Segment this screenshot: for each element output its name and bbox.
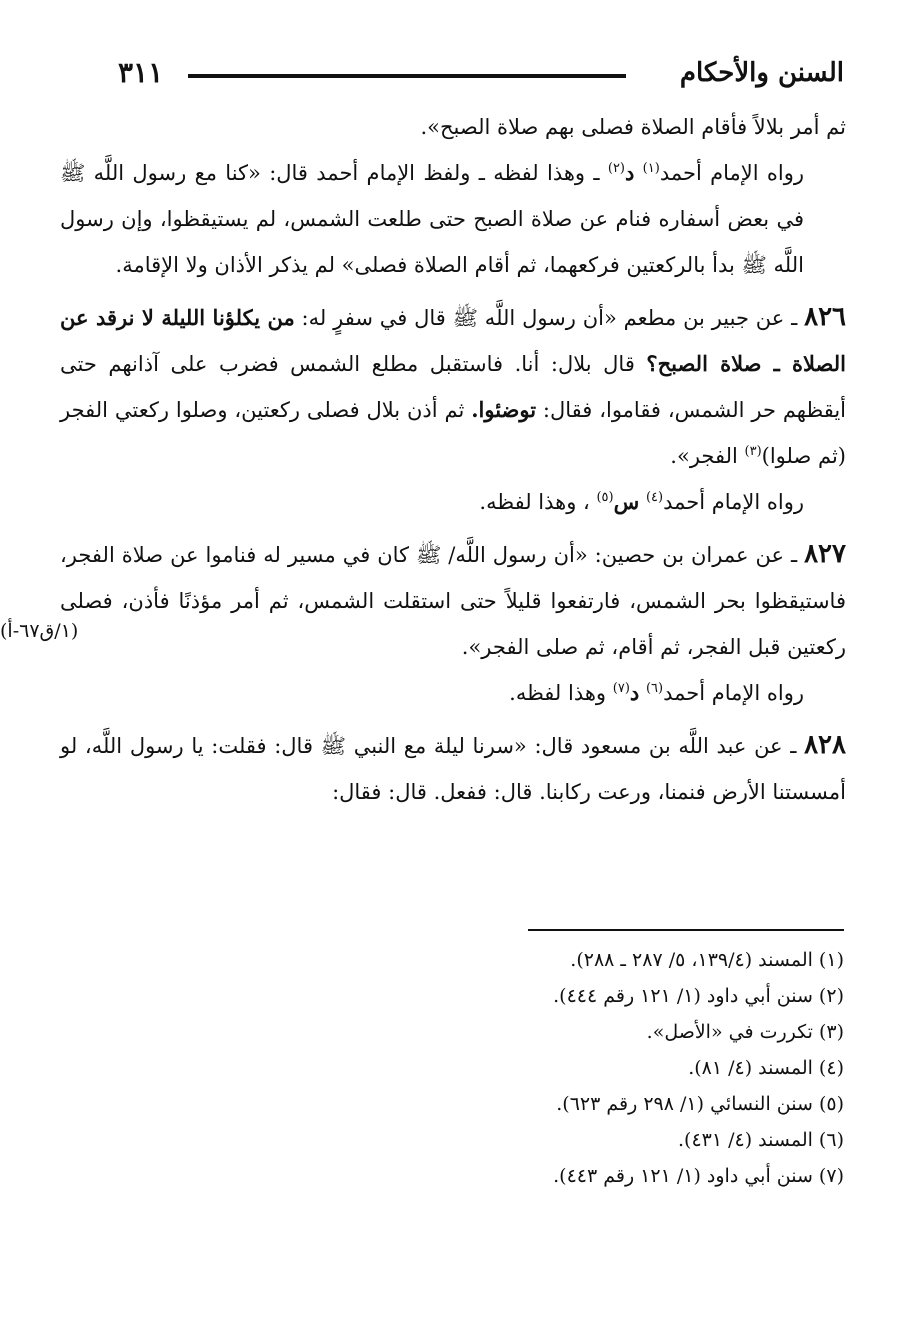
narration-text: رواه الإمام أحمد bbox=[659, 161, 804, 185]
footnote: (٧) سنن أبي داود (١/ ١٢١ رقم ٤٤٣). bbox=[553, 1165, 844, 1187]
footnote-marker: (١) bbox=[642, 161, 660, 176]
hadith-text: ثم أذن بلال فصلى ركعتين، وصلوا ركعتي الفجر (ثم صلوا) bbox=[60, 398, 846, 468]
header-rule bbox=[188, 74, 626, 78]
hadith-bold-text: من يكلؤنا الليلة لا نرقد عن الصلاة ـ صلاة الصبح؟ bbox=[60, 305, 846, 376]
hadith-text: ـ عن عمران بن حصين: «أن رسول اللَّه/ ﷺ كان في مسير له فناموا عن صلاة الفجر، فاستيقظوا بحر الشمس، فارتفعوا قليلاً حتى استقلت الشمس، ثم أمر مؤذنًا فأذن، فصلى ركعتين قبل الفجر، ثم أقام، ثم صلى الفجر». bbox=[60, 543, 846, 659]
hadith-827 bbox=[60, 531, 846, 670]
footnote: (٥) سنن النسائي (١/ ٢٩٨ رقم ٦٢٣). bbox=[556, 1093, 844, 1115]
main-text bbox=[60, 104, 846, 815]
footnote: (٤) المسند (٤/ ٨١). bbox=[688, 1057, 844, 1079]
hadith-826 bbox=[60, 294, 846, 479]
source-code: د bbox=[629, 680, 640, 705]
narration-text: ـ وهذا لفظه ـ ولفظ الإمام أحمد قال: «كنا مع رسول اللَّه ﷺ في بعض أسفاره فنام عن صلاة الصبح حتى طلعت الشمس، لم يستيقظوا، وإن رسول اللَّه ﷺ بدأ بالركعتين فركعهما، ثم أقام الصلاة فصلى» لم يذكر الأذان ولا الإقامة. bbox=[60, 161, 804, 277]
footnote-marker: (٣) bbox=[744, 444, 762, 459]
footnote-marker: (٧) bbox=[612, 681, 630, 696]
hadith-bold-text: توضئوا. bbox=[471, 397, 537, 422]
narration-paragraph bbox=[60, 479, 846, 525]
paragraph-continuation: ثم أمر بلالاً فأقام الصلاة فصلى بهم صلاة الصبح». bbox=[420, 115, 846, 139]
footnote-marker: (٥) bbox=[596, 490, 614, 505]
narration-text: وهذا لفظه. bbox=[509, 681, 613, 705]
footnote: (٣) تكررت في «الأصل». bbox=[646, 1021, 844, 1043]
margin-manuscript-ref: (١/ق٦٧-أ) bbox=[0, 620, 79, 642]
footnote-rule bbox=[528, 929, 844, 931]
narration-text: رواه الإمام أحمد bbox=[663, 490, 804, 514]
footnote: (٦) المسند (٤/ ٤٣١). bbox=[677, 1129, 844, 1151]
footnote: (١) المسند (١٣٩/٤، ٥/ ٢٨٧ ـ ٢٨٨). bbox=[570, 949, 844, 971]
footnote: (٢) سنن أبي داود (١/ ١٢١ رقم ٤٤٤). bbox=[553, 985, 844, 1007]
hadith-number: ٨٢٨ bbox=[804, 730, 846, 760]
book-title: السنن والأحكام bbox=[679, 58, 844, 88]
page-number: ٣١١ bbox=[118, 56, 164, 89]
hadith-828 bbox=[60, 722, 846, 815]
footnote-marker: (٤) bbox=[645, 490, 664, 505]
narration-paragraph bbox=[60, 670, 846, 716]
narration-text: رواه الإمام أحمد bbox=[663, 681, 804, 705]
narration-text: ، وهذا لفظه. bbox=[479, 490, 597, 514]
hadith-text: ـ عن جبير بن مطعم «أن رسول اللَّه ﷺ قال في سفرٍ له: bbox=[294, 306, 805, 330]
hadith-text: الفجر». bbox=[670, 444, 745, 468]
hadith-number: ٨٢٦ bbox=[804, 302, 847, 332]
source-code: د bbox=[625, 160, 635, 185]
hadith-text: قال بلال: أنا. فاستقبل مطلع الشمس فضرب على آذانهم حتى أيقظهم حر الشمس، فقاموا، فقال: bbox=[60, 352, 847, 422]
hadith-number: ٨٢٧ bbox=[804, 539, 846, 569]
running-header bbox=[118, 52, 844, 100]
hadith-text: ـ عن عبد اللَّه بن مسعود قال: «سرنا ليلة مع النبي ﷺ قال: فقلت: يا رسول اللَّه، لو أمسستنا الأرض فنمنا، ورعت ركابنا. قال: ففعل. قال: فقال: bbox=[60, 734, 846, 804]
narration-paragraph bbox=[60, 150, 846, 288]
source-code: س bbox=[613, 489, 640, 514]
footnotes bbox=[60, 942, 844, 1194]
footnote-marker: (٦) bbox=[645, 681, 664, 696]
footnote-marker: (٢) bbox=[607, 161, 625, 176]
